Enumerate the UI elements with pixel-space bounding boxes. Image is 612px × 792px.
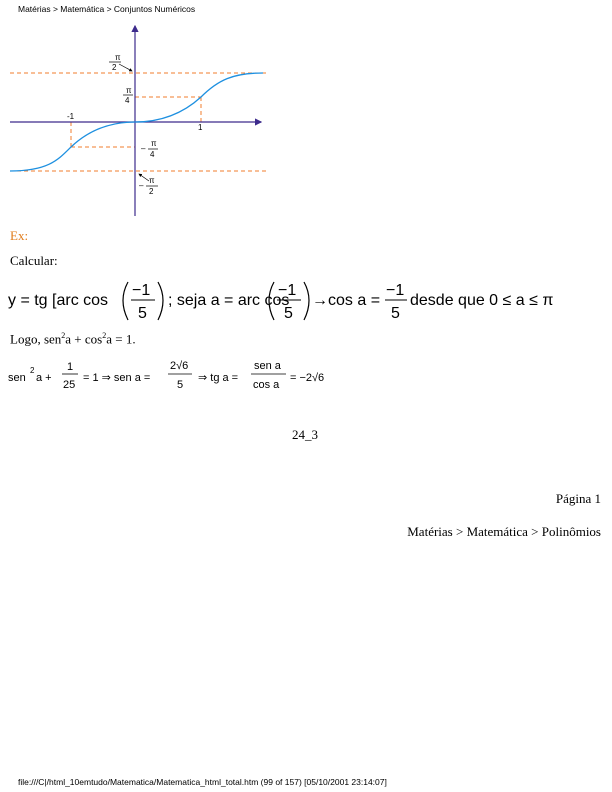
- frac3-den: 5: [391, 305, 400, 322]
- f2-frac2-den: 5: [177, 379, 184, 391]
- example-label: Ex:: [10, 228, 29, 243]
- formula1-seja: ; seja a = arc cos: [168, 292, 290, 309]
- f2-tga: ⇒ tg a =: [198, 372, 239, 384]
- paren-right-2: [304, 282, 309, 320]
- logo-line: [10, 331, 136, 347]
- page-label: Página 1: [555, 491, 601, 506]
- label-neg-pi-over-2-minus: –: [139, 181, 144, 190]
- label-neg-pi-over-2-den: 2: [149, 187, 154, 196]
- frac1-den: 5: [138, 305, 147, 322]
- formula-arc-cos: [8, 278, 568, 326]
- logo-prefix: Logo, sen: [10, 331, 62, 347]
- label-neg-pi-over-4-minus: –: [141, 144, 146, 153]
- frac3-num: −1: [386, 282, 405, 299]
- pointer-arrow-top: [119, 64, 132, 71]
- next-breadcrumb: Matérias > Matemática > Polinômios: [407, 524, 601, 539]
- f2-sup2: 2: [30, 366, 35, 375]
- f2-a-plus: a +: [36, 372, 52, 384]
- label-pi-over-4-den: 4: [125, 96, 130, 105]
- footer-path: file:///C|/html_10emtudo/Matematica/Matematica_html_total.htm (99 of 157) [05/10/2001 23:14:07]: [18, 777, 387, 787]
- frac2-den: 5: [284, 305, 293, 322]
- label-x-minus-one: -1: [67, 112, 75, 121]
- label-pi-over-2-top-den: 2: [112, 63, 117, 72]
- f2-frac2-num: 2√6: [170, 360, 189, 372]
- logo-mid: a + cos: [65, 331, 103, 347]
- formula1-y-eq-tg: y = tg [arc cos: [8, 292, 109, 309]
- paren-left-1: [123, 282, 128, 320]
- formula1-desde: desde que 0 ≤ a ≤ π: [410, 292, 554, 309]
- label-neg-pi-over-4-den: 4: [150, 150, 155, 159]
- formula-sen-tg: [8, 357, 348, 397]
- frac2-num: −1: [278, 282, 297, 299]
- label-x-one: 1: [198, 123, 203, 132]
- pointer-arrow-bottom: [139, 174, 149, 181]
- logo-exp: 2: [61, 331, 66, 340]
- label-neg-pi-over-4-num: π: [151, 139, 157, 148]
- label-neg-pi-over-2-num: π: [149, 176, 155, 185]
- page-id: 24_3: [292, 427, 318, 442]
- f2-frac1-num: 1: [67, 361, 74, 373]
- f2-frac3-den: cos a: [253, 379, 280, 391]
- label-pi-over-4-num: π: [126, 86, 132, 95]
- frac1-num: −1: [132, 282, 151, 299]
- arctan-graph: [8, 20, 268, 220]
- f2-sen: sen: [8, 372, 26, 384]
- f2-frac3-num: sen a: [254, 360, 281, 372]
- calcular-label: Calcular:: [10, 253, 58, 268]
- header-breadcrumb: Matérias > Matemática > Conjuntos Numéricos: [18, 4, 196, 14]
- f2-eq1: = 1 ⇒ sen a =: [83, 372, 151, 384]
- formula1-arrow-cos: →cos a =: [312, 292, 381, 309]
- f2-frac1-den: 25: [63, 379, 76, 391]
- f2-result: = −2√6: [290, 372, 325, 384]
- label-pi-over-2-top-num: π: [115, 53, 121, 62]
- logo-exp2: 2: [102, 331, 107, 340]
- paren-right-1: [158, 282, 163, 320]
- logo-suffix: a = 1.: [106, 331, 136, 347]
